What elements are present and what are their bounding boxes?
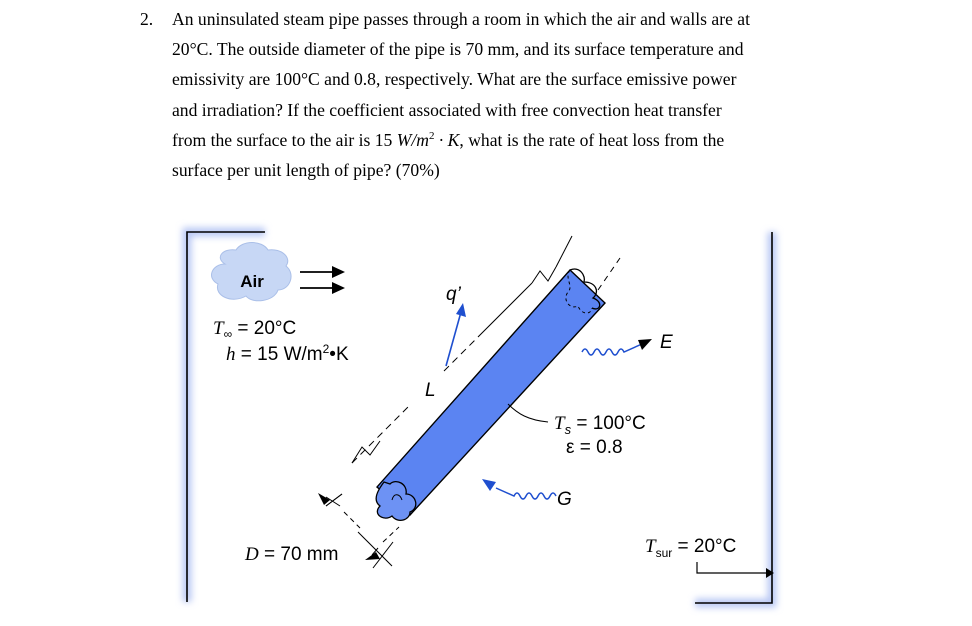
tsur-value: = 20°C	[672, 536, 737, 557]
l-label: L	[425, 380, 436, 401]
d-value: = 70 mm	[258, 544, 339, 565]
e-label: E	[660, 332, 673, 353]
heat-rate-arrow	[446, 303, 466, 366]
tsur-label	[645, 536, 736, 560]
t-inf-sub: ∞	[223, 327, 233, 341]
air-label: Air	[240, 272, 264, 291]
h-symbol: h	[226, 344, 236, 365]
tsur-leader-line	[697, 562, 772, 573]
t-inf-label	[213, 318, 296, 341]
emission-wave	[582, 339, 652, 355]
g-label: G	[557, 489, 572, 510]
h-value: = 15 W/m	[235, 344, 323, 365]
t-inf-symbol: T	[213, 318, 224, 339]
air-cloud	[212, 243, 292, 301]
unit-m: /m	[411, 129, 429, 150]
problem-line-6: surface per unit length of pipe? (70%)	[172, 160, 440, 181]
d-label	[244, 544, 338, 565]
problem-line-2: 20°C. The outside diameter of the pipe is 70 mm, and its surface temperature and	[172, 39, 744, 60]
d-symbol: D	[245, 544, 259, 565]
h-exp: 2	[322, 342, 330, 356]
tsur-symbol: T	[645, 536, 656, 557]
problem-line-3: emissivity are 100°C and 0.8, respectively. What are the surface emissive power	[172, 69, 737, 90]
problem-line-4: and irradiation? If the coefficient associated with free convection heat transfer	[172, 99, 722, 120]
unit-k: · K	[434, 129, 460, 150]
unit-w: W	[396, 129, 412, 150]
ts-label	[554, 413, 646, 437]
pipe-top-extension	[598, 258, 620, 290]
ts-leader-line	[508, 404, 548, 422]
tsur-sub: sur	[655, 546, 673, 560]
h-label	[226, 342, 349, 365]
air-flow-arrows	[300, 266, 345, 294]
line5-pre: from the surface to the air is 15	[172, 129, 397, 150]
ts-value: = 100°C	[571, 413, 646, 434]
eps-label: ε = 0.8	[566, 437, 623, 458]
unit-exp: 2	[428, 129, 435, 142]
problem-line-1: An uninsulated steam pipe passes through a room in which the air and walls are at	[172, 9, 750, 29]
line5-post: , what is the rate of heat loss from the	[459, 129, 725, 150]
irradiation-wave	[482, 479, 556, 499]
h-unit: •K	[329, 344, 349, 365]
q-label: q’	[446, 284, 461, 305]
problem-number: 2.	[140, 9, 154, 29]
t-inf-value: = 20°C	[232, 318, 297, 339]
ts-symbol: T	[554, 413, 565, 434]
ts-sub: s	[564, 422, 572, 437]
